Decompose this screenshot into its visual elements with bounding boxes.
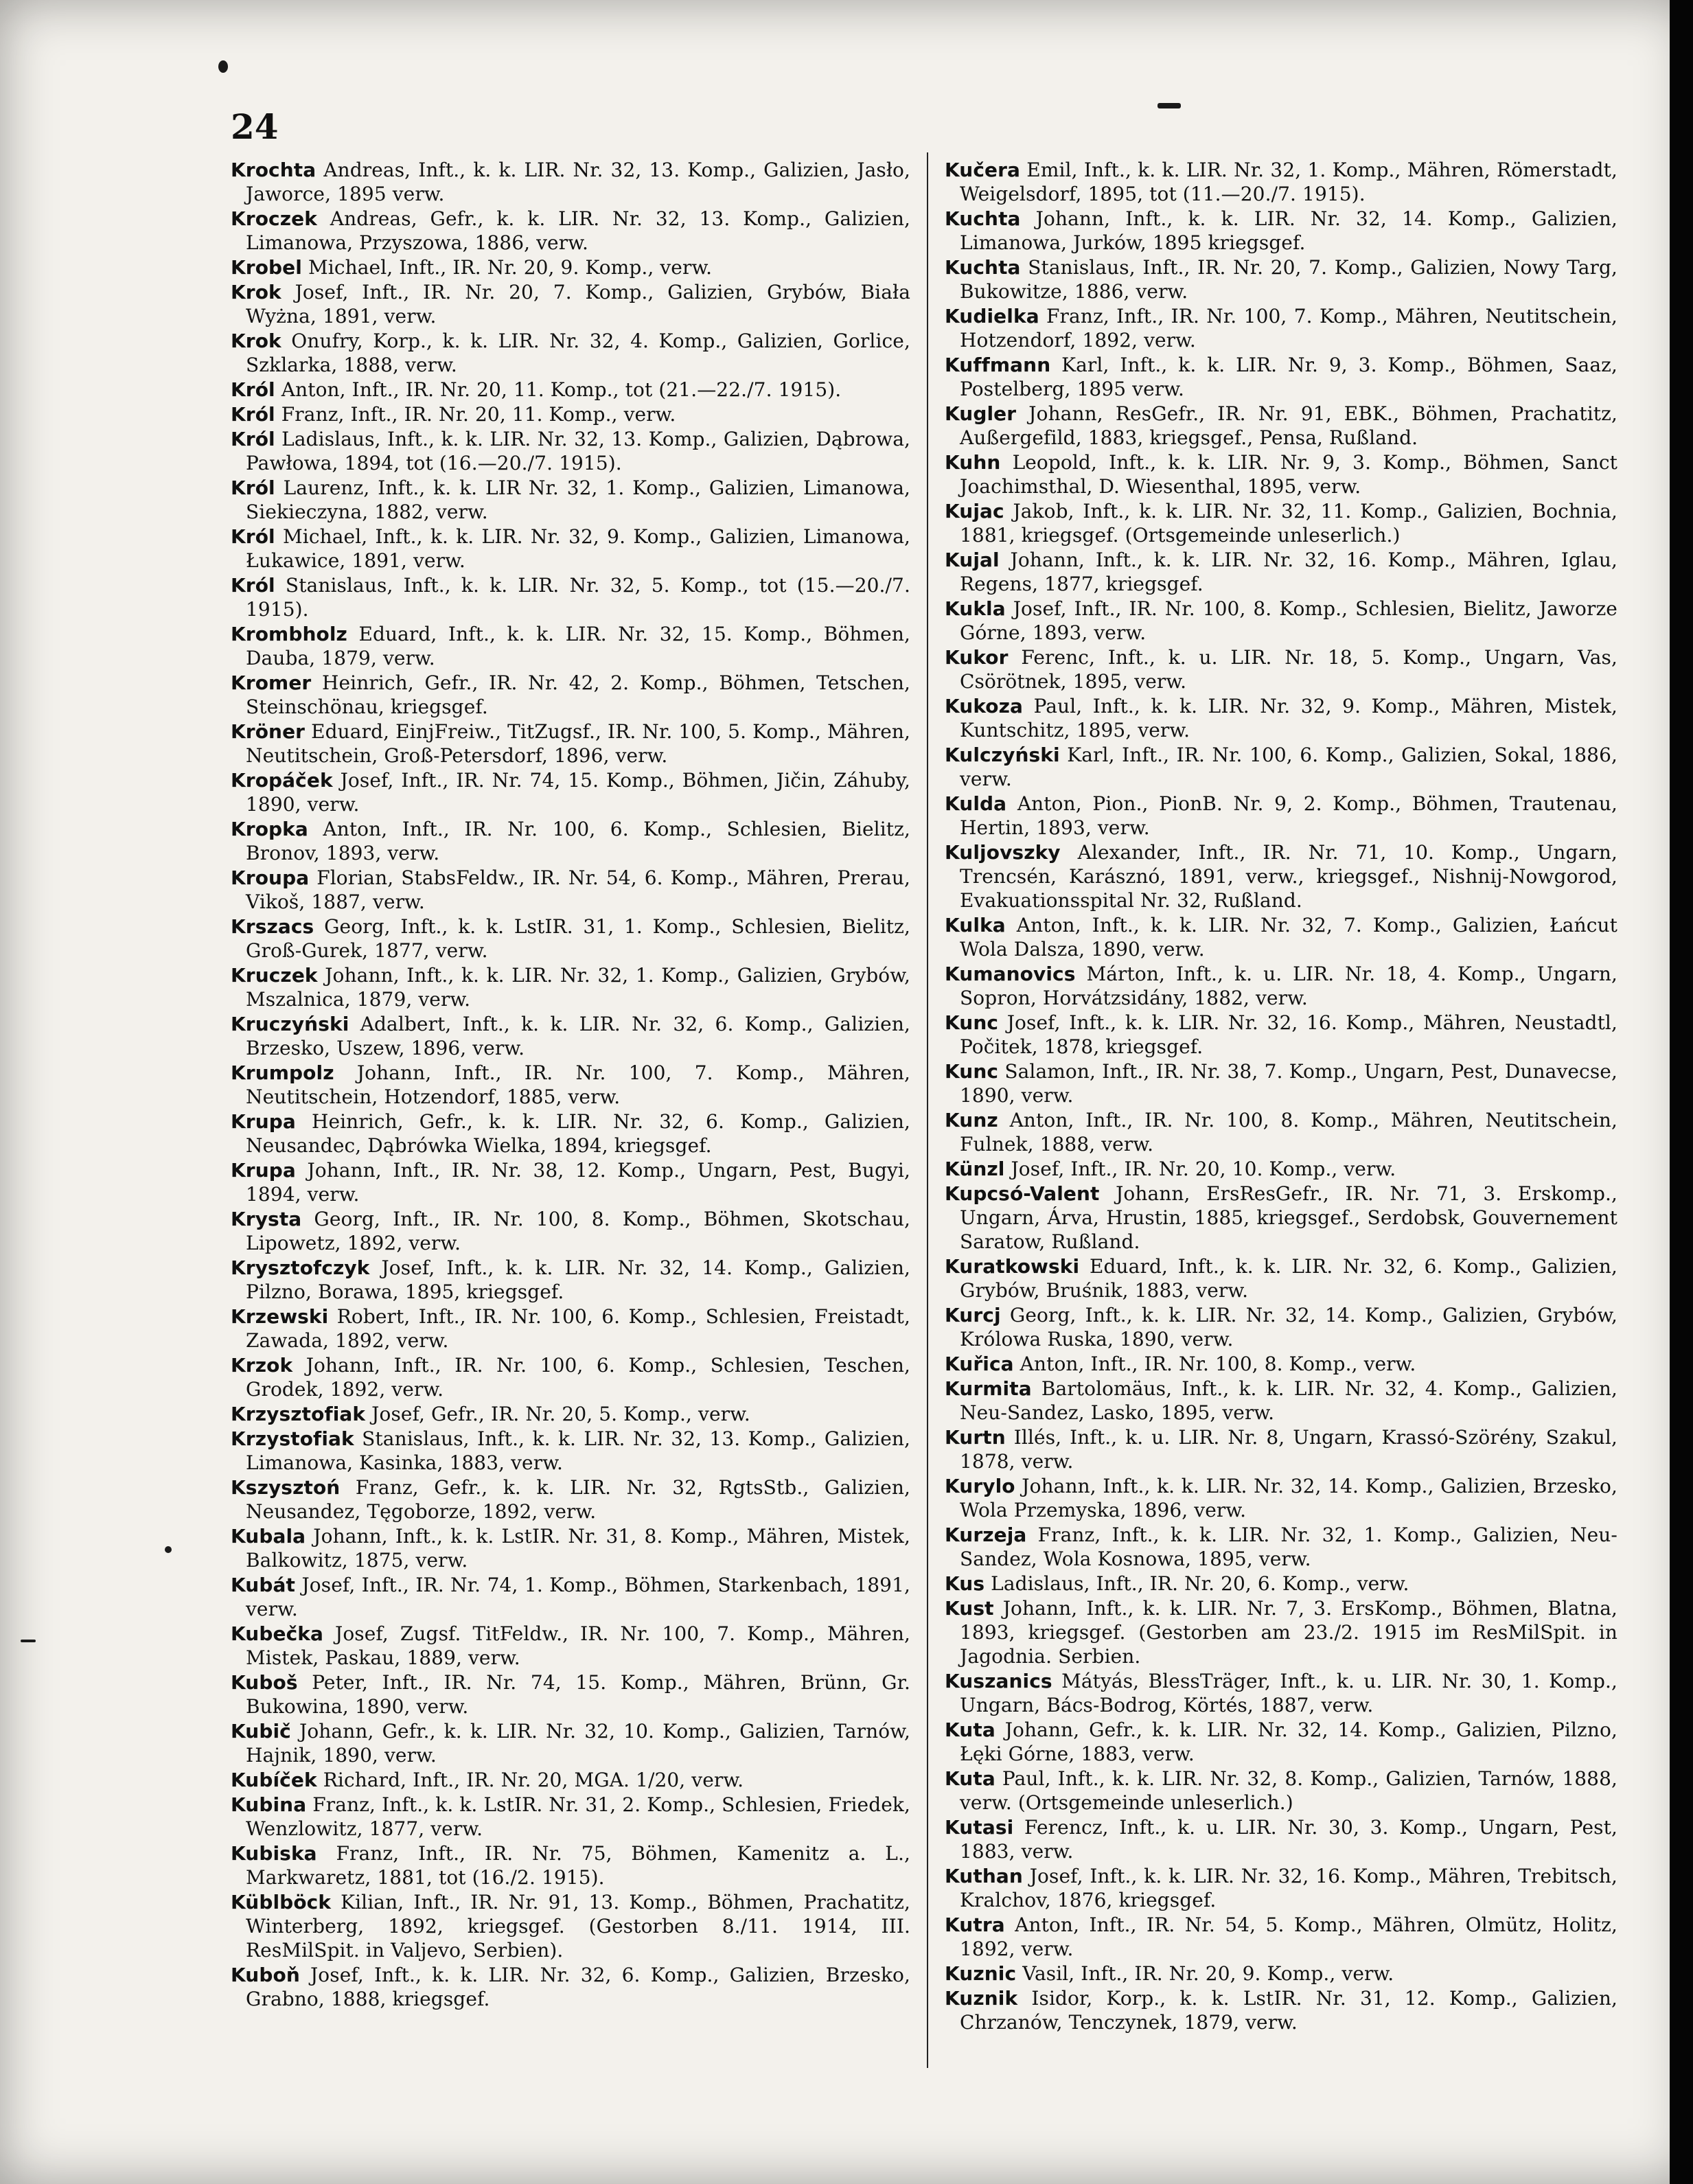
directory-entry	[231, 573, 910, 621]
directory-entry	[231, 402, 910, 426]
entry-surname: Król	[231, 574, 275, 597]
directory-entry	[945, 597, 1617, 645]
entry-surname: Krszacs	[231, 915, 314, 938]
directory-entry	[231, 817, 910, 865]
entry-details: Heinrich, Gefr., k. k. LIR. Nr. 32, 6. Komp., Galizien, Neusandec, Dąbrówka Wielka, 1894, kriegsgef.	[246, 1110, 910, 1157]
entry-surname: Król	[231, 378, 275, 401]
entry-details: Johann, Inft., k. k. LIR. Nr. 32, 16. Komp., Mähren, Iglau, Regens, 1877, kriegsgef.	[960, 549, 1617, 595]
directory-entry	[231, 1304, 910, 1353]
entry-surname: Kudielka	[945, 305, 1039, 327]
entry-details: Karl, Inft., k. k. LIR. Nr. 9, 3. Komp., Böhmen, Saaz, Postelberg, 1895 verw.	[960, 354, 1617, 400]
entry-surname: Kurzeja	[945, 1524, 1027, 1546]
entry-surname: Kurtn	[945, 1426, 1006, 1449]
directory-entry	[231, 622, 910, 670]
entry-details: Johann, ResGefr., IR. Nr. 91, EBK., Böhmen, Prachatitz, Außergefild, 1883, kriegsgef., Pensa, Rußland.	[960, 402, 1617, 449]
entry-surname: Kuznic	[945, 1962, 1017, 1985]
entry-details: Laurenz, Inft., k. k. LIR Nr. 32, 1. Komp., Galizien, Limanowa, Siekieczyna, 1882, verw.	[246, 476, 910, 523]
entry-details: Anton, Inft., IR. Nr. 100, 6. Komp., Schlesien, Bielitz, Bronov, 1893, verw.	[246, 818, 910, 864]
entry-details: Franz, Inft., IR. Nr. 100, 7. Komp., Mähren, Neutitschein, Hotzendorf, 1892, verw.	[960, 305, 1617, 352]
entry-details: Johann, Inft., k. k. LIR. Nr. 32, 14. Komp., Galizien, Brzesko, Wola Przemyska, 1896, verw.	[960, 1475, 1617, 1521]
entry-details: Josef, Gefr., IR. Nr. 20, 5. Komp., verw.	[371, 1403, 750, 1425]
entry-details: Márton, Inft., k. u. LIR. Nr. 18, 4. Komp., Ungarn, Sopron, Horvátzsidány, 1882, verw.	[960, 963, 1617, 1009]
entry-details: Leopold, Inft., k. k. LIR. Nr. 9, 3. Komp., Böhmen, Sanct Joachimsthal, D. Wiesenthal, 1895, verw.	[960, 451, 1617, 498]
entry-surname: Król	[231, 428, 275, 450]
entry-details: Kilian, Inft., IR. Nr. 91, 13. Komp., Böhmen, Prachatitz, Winterberg, 1892, kriegsgef. (Gestorben 8./11. 1914, III. ResMilSpit. in Valjevo, Serbien).	[246, 1891, 910, 1962]
directory-entry	[231, 1110, 910, 1158]
directory-entry	[231, 1207, 910, 1255]
entry-surname: Krombholz	[231, 623, 347, 645]
directory-entry	[945, 1011, 1617, 1059]
entry-surname: Krzewski	[231, 1305, 329, 1328]
directory-entry	[231, 720, 910, 768]
entry-details: Emil, Inft., k. k. LIR. Nr. 32, 1. Komp., Mähren, Römerstadt, Weigelsdorf, 1895, tot (11.—20./7. 1915).	[960, 159, 1617, 205]
entry-details: Ladislaus, Inft., IR. Nr. 20, 6. Komp., verw.	[991, 1572, 1409, 1595]
entry-surname: Kulda	[945, 792, 1007, 815]
speck-mark	[165, 1546, 172, 1553]
directory-entry	[231, 1427, 910, 1475]
directory-entry	[231, 768, 910, 816]
directory-entry	[231, 1841, 910, 1889]
directory-entry	[945, 1108, 1617, 1156]
directory-entry	[945, 1572, 1617, 1596]
entry-surname: Küblböck	[231, 1891, 332, 1913]
entry-details: Anton, Inft., IR. Nr. 54, 5. Komp., Mähren, Olmütz, Holitz, 1892, verw.	[960, 1913, 1617, 1960]
directory-entry	[945, 1962, 1617, 1986]
entry-surname: Kroupa	[231, 866, 310, 889]
entry-details: Karl, Inft., IR. Nr. 100, 6. Komp., Galizien, Sokal, 1886, verw.	[960, 744, 1617, 790]
entry-details: Heinrich, Gefr., IR. Nr. 42, 2. Komp., Böhmen, Tetschen, Steinschönau, kriegsgef.	[246, 671, 910, 718]
entry-surname: Kupcsó-Valent	[945, 1182, 1100, 1205]
entry-surname: Kubiska	[231, 1842, 317, 1865]
entry-details: Franz, Gefr., k. k. LIR. Nr. 32, RgtsStb., Galizien, Neusandez, Tęgoborze, 1892, verw.	[246, 1476, 910, 1523]
entry-surname: Krok	[231, 281, 281, 303]
entry-details: Eduard, EinjFreiw., TitZugsf., IR. Nr. 100, 5. Komp., Mähren, Neutitschein, Groß-Petersdorf, 1896, verw.	[246, 720, 910, 767]
entry-surname: Kus	[945, 1572, 985, 1595]
directory-entry	[231, 1622, 910, 1670]
directory-entry	[945, 1718, 1617, 1766]
entry-details: Michael, Inft., k. k. LIR. Nr. 32, 9. Komp., Galizien, Limanowa, Łukawice, 1891, verw.	[246, 525, 910, 572]
entry-details: Andreas, Inft., k. k. LIR. Nr. 32, 13. Komp., Galizien, Jasło, Jaworce, 1895 verw.	[246, 159, 910, 205]
entry-surname: Kujal	[945, 549, 1000, 571]
entry-details: Josef, Zugsf. TitFeldw., IR. Nr. 100, 7. Komp., Mähren, Mistek, Paskau, 1889, verw.	[246, 1622, 910, 1669]
entry-surname: Kutasi	[945, 1816, 1014, 1839]
directory-entry	[231, 1573, 910, 1621]
directory-entry	[945, 402, 1617, 450]
entry-surname: Kumanovics	[945, 963, 1076, 985]
directory-entry	[945, 1767, 1617, 1815]
directory-entry	[945, 207, 1617, 255]
directory-entry	[945, 645, 1617, 693]
entry-details: Robert, Inft., IR. Nr. 100, 6. Komp., Schlesien, Freistadt, Zawada, 1892, verw.	[246, 1305, 910, 1352]
entry-details: Johann, Gefr., k. k. LIR. Nr. 32, 14. Komp., Galizien, Pilzno, Łęki Górne, 1883, verw.	[960, 1719, 1617, 1765]
directory-entry	[231, 329, 910, 377]
directory-entry	[945, 1254, 1617, 1302]
entry-details: Franz, Inft., IR. Nr. 75, Böhmen, Kamenitz a. L., Markwaretz, 1881, tot (16./2. 1915).	[246, 1842, 910, 1889]
left-column	[231, 158, 910, 2012]
entry-details: Josef, Inft., IR. Nr. 74, 15. Komp., Böhmen, Jičin, Záhuby, 1890, verw.	[246, 769, 910, 816]
speck-mark	[1158, 103, 1181, 108]
entry-surname: Kropka	[231, 818, 308, 840]
entry-details: Johann, Gefr., k. k. LIR. Nr. 32, 10. Komp., Galizien, Tarnów, Hajnik, 1890, verw.	[246, 1720, 910, 1767]
entry-surname: Kuboš	[231, 1671, 298, 1694]
page-number: 24	[231, 106, 279, 147]
entry-details: Jakob, Inft., k. k. LIR. Nr. 32, 11. Komp., Galizien, Bochnia, 1881, kriegsgef. (Ortsgemeinde unleserlich.)	[960, 500, 1617, 547]
entry-details: Stanislaus, Inft., k. k. LIR. Nr. 32, 5. Komp., tot (15.—20./7. 1915).	[246, 574, 910, 621]
directory-entry	[231, 1012, 910, 1060]
directory-entry	[231, 866, 910, 914]
entry-details: Stanislaus, Inft., IR. Nr. 20, 7. Komp., Galizien, Nowy Targ, Bukowitze, 1886, verw.	[960, 256, 1617, 303]
directory-entry	[231, 207, 910, 255]
entry-surname: Künzl	[945, 1158, 1005, 1180]
directory-entry	[945, 353, 1617, 401]
entry-details: Josef, Inft., k. k. LIR. Nr. 32, 6. Komp., Galizien, Brzesko, Grabno, 1888, kriegsgef.	[246, 1964, 910, 2010]
entry-surname: Krupa	[231, 1110, 296, 1133]
directory-entry	[945, 1864, 1617, 1912]
directory-entry	[945, 743, 1617, 791]
entry-surname: Kszysztoń	[231, 1476, 341, 1499]
entry-details: Ferenc, Inft., k. u. LIR. Nr. 18, 5. Komp., Ungarn, Vas, Csörötnek, 1895, verw.	[960, 646, 1617, 693]
entry-details: Ferencz, Inft., k. u. LIR. Nr. 30, 3. Komp., Ungarn, Pest, 1883, verw.	[960, 1816, 1617, 1863]
entry-surname: Kulczyński	[945, 744, 1060, 766]
directory-entry	[945, 1377, 1617, 1425]
entry-details: Franz, Inft., k. k. LIR. Nr. 32, 1. Komp., Galizien, Neu-Sandez, Wola Kosnowa, 1895, verw.	[960, 1524, 1617, 1570]
directory-entry	[231, 1719, 910, 1767]
entry-surname: Kunz	[945, 1109, 998, 1131]
entry-details: Illés, Inft., k. u. LIR. Nr. 8, Ungarn, Krassó-Szörény, Szakul, 1878, verw.	[960, 1426, 1617, 1473]
entry-details: Franz, Inft., k. k. LstIR. Nr. 31, 2. Komp., Schlesien, Friedek, Wenzlowitz, 1877, verw.	[246, 1793, 910, 1840]
column-divider	[927, 152, 928, 2068]
entry-surname: Krysztofczyk	[231, 1256, 370, 1279]
entry-surname: Kulka	[945, 914, 1006, 936]
entry-surname: Kurcj	[945, 1304, 1001, 1326]
entry-surname: Kuta	[945, 1719, 995, 1741]
entry-surname: Kröner	[231, 720, 306, 743]
entry-details: Johann, Inft., k. k. LstIR. Nr. 31, 8. Komp., Mähren, Mistek, Balkowitz, 1875, verw.	[246, 1525, 910, 1572]
entry-surname: Kurmita	[945, 1377, 1032, 1400]
entry-surname: Krzystofiak	[231, 1427, 354, 1450]
entry-details: Georg, Inft., IR. Nr. 100, 8. Komp., Böhmen, Skotschau, Lipowetz, 1892, verw.	[246, 1208, 910, 1254]
entry-surname: Kubina	[231, 1793, 307, 1816]
entry-surname: Kromer	[231, 671, 312, 694]
entry-surname: Krok	[231, 330, 281, 352]
entry-surname: Krochta	[231, 159, 316, 181]
directory-entry	[231, 1768, 910, 1792]
directory-entry	[945, 450, 1617, 498]
directory-entry	[945, 1303, 1617, 1351]
directory-entry	[945, 304, 1617, 352]
directory-entry	[945, 1596, 1617, 1668]
entry-surname: Kugler	[945, 402, 1017, 425]
entry-details: Anton, Inft., k. k. LIR. Nr. 32, 7. Komp., Galizien, Łańcut Wola Dalsza, 1890, verw.	[960, 914, 1617, 961]
entry-details: Anton, Inft., IR. Nr. 100, 8. Komp., Mähren, Neutitschein, Fulnek, 1888, verw.	[960, 1109, 1617, 1156]
entry-surname: Kuchta	[945, 256, 1021, 279]
entry-details: Onufry, Korp., k. k. LIR. Nr. 32, 4. Komp., Galizien, Gorlice, Szklarka, 1888, verw.	[246, 330, 910, 376]
directory-entry	[945, 1474, 1617, 1522]
directory-entry	[945, 1669, 1617, 1717]
entry-surname: Kukoza	[945, 695, 1024, 717]
entry-surname: Krupa	[231, 1159, 296, 1182]
entry-surname: Kroczek	[231, 207, 317, 230]
entry-details: Alexander, Inft., IR. Nr. 71, 10. Komp., Ungarn, Trencsén, Karásznó, 1891, verw., kriegsgef., Nishnij-Nowgorod, Evakuationsspital Nr. 32, Rußland.	[960, 841, 1617, 912]
entry-details: Anton, Inft., IR. Nr. 20, 11. Komp., tot (21.—22./7. 1915).	[281, 378, 842, 401]
directory-entry	[231, 1061, 910, 1109]
entry-surname: Kubala	[231, 1525, 306, 1548]
entry-surname: Kukor	[945, 646, 1009, 669]
entry-details: Florian, StabsFeldw., IR. Nr. 54, 6. Komp., Mähren, Prerau, Vikoš, 1887, verw.	[246, 866, 910, 913]
directory-entry	[231, 427, 910, 475]
entry-details: Johann, Inft., k. k. LIR. Nr. 32, 14. Komp., Galizien, Limanowa, Jurków, 1895 kriegsgef.	[960, 207, 1617, 254]
directory-entry	[231, 378, 910, 402]
entry-surname: Kuboň	[231, 1964, 300, 1986]
entry-details: Vasil, Inft., IR. Nr. 20, 9. Komp., verw.	[1022, 1962, 1394, 1985]
entry-details: Franz, Inft., IR. Nr. 20, 11. Komp., verw.	[281, 403, 676, 426]
directory-entry	[231, 1353, 910, 1401]
directory-entry	[945, 792, 1617, 840]
entry-surname: Kubič	[231, 1720, 291, 1743]
directory-entry	[231, 280, 910, 328]
directory-entry	[945, 1425, 1617, 1473]
entry-details: Johann, Inft., IR. Nr. 100, 7. Komp., Mähren, Neutitschein, Hotzendorf, 1885, verw.	[246, 1061, 910, 1108]
entry-details: Johann, ErsResGefr., IR. Nr. 71, 3. Erskomp., Ungarn, Árva, Hrustin, 1885, kriegsgef., Serdobsk, Gouvernement Saratow, Rußland.	[960, 1182, 1617, 1253]
entry-details: Peter, Inft., IR. Nr. 74, 15. Komp., Mähren, Brünn, Gr. Bukowina, 1890, verw.	[246, 1671, 910, 1718]
entry-details: Michael, Inft., IR. Nr. 20, 9. Komp., verw.	[308, 256, 713, 279]
directory-entry	[231, 525, 910, 573]
entry-details: Isidor, Korp., k. k. LstIR. Nr. 31, 12. Komp., Galizien, Chrzanów, Tenczynek, 1879, verw.	[960, 1987, 1617, 2034]
directory-entry	[945, 1352, 1617, 1376]
entry-surname: Kuřica	[945, 1353, 1014, 1375]
entry-details: Andreas, Gefr., k. k. LIR. Nr. 32, 13. Komp., Galizien, Limanowa, Przyszowa, 1886, verw.	[246, 207, 910, 254]
directory-entry	[231, 1890, 910, 1962]
entry-details: Paul, Inft., k. k. LIR. Nr. 32, 8. Komp., Galizien, Tarnów, 1888, verw. (Ortsgemeinde unleserlich.)	[960, 1767, 1617, 1814]
entry-surname: Kuszanics	[945, 1670, 1052, 1692]
entry-surname: Kuchta	[945, 207, 1021, 230]
entry-surname: Kubíček	[231, 1769, 317, 1791]
directory-entry	[945, 1986, 1617, 2034]
entry-surname: Kurylo	[945, 1475, 1015, 1497]
entry-surname: Kropáček	[231, 769, 333, 792]
entry-details: Richard, Inft., IR. Nr. 20, MGA. 1/20, verw.	[323, 1769, 744, 1791]
directory-entry	[945, 1523, 1617, 1571]
directory-entry	[231, 1670, 910, 1719]
directory-entry	[945, 548, 1617, 596]
directory-entry	[231, 1402, 910, 1426]
entry-surname: Kruczyński	[231, 1013, 349, 1035]
directory-entry	[231, 915, 910, 963]
directory-entry	[231, 1158, 910, 1206]
entry-details: Stanislaus, Inft., k. k. LIR. Nr. 32, 13. Komp., Galizien, Limanowa, Kasinka, 1883, verw.	[246, 1427, 910, 1474]
right-column	[945, 158, 1617, 2035]
entry-details: Josef, Inft., k. k. LIR. Nr. 32, 16. Komp., Mähren, Neustadtl, Počitek, 1878, kriegsgef.	[960, 1011, 1617, 1058]
entry-details: Mátyás, BlessTräger, Inft., k. u. LIR. Nr. 30, 1. Komp., Ungarn, Bács-Bodrog, Körtés, 1887, verw.	[960, 1670, 1617, 1716]
entry-surname: Kuljovszky	[945, 841, 1061, 864]
entry-details: Eduard, Inft., k. k. LIR. Nr. 32, 6. Komp., Galizien, Grybów, Bruśnik, 1883, verw.	[960, 1255, 1617, 1302]
entry-details: Salamon, Inft., IR. Nr. 38, 7. Komp., Ungarn, Pest, Dunavecse, 1890, verw.	[960, 1060, 1617, 1107]
directory-entry	[945, 1059, 1617, 1107]
directory-entry	[945, 694, 1617, 742]
directory-entry	[945, 1182, 1617, 1254]
entry-details: Georg, Inft., k. k. LstIR. 31, 1. Komp., Schlesien, Bielitz, Groß-Gurek, 1877, verw.	[246, 915, 910, 962]
entry-details: Johann, Inft., k. k. LIR. Nr. 32, 1. Komp., Galizien, Grybów, Mszalnica, 1879, verw.	[246, 964, 910, 1011]
entry-details: Josef, Inft., k. k. LIR. Nr. 32, 14. Komp., Galizien, Pilzno, Borawa, 1895, kriegsgef.	[246, 1256, 910, 1303]
directory-entry	[231, 963, 910, 1011]
directory-entry	[231, 255, 910, 279]
entry-surname: Kutra	[945, 1913, 1005, 1936]
entry-surname: Kujac	[945, 500, 1004, 522]
entry-surname: Krumpolz	[231, 1061, 334, 1084]
directory-entry	[231, 1793, 910, 1841]
entry-details: Josef, Inft., k. k. LIR. Nr. 32, 16. Komp., Mähren, Trebitsch, Kralchov, 1876, kriegsgef.	[960, 1865, 1617, 1911]
entry-surname: Kunc	[945, 1011, 999, 1034]
directory-entry	[945, 499, 1617, 547]
entry-surname: Krzysztofiak	[231, 1403, 366, 1425]
entry-details: Bartolomäus, Inft., k. k. LIR. Nr. 32, 4. Komp., Galizien, Neu-Sandez, Lasko, 1895, verw.	[960, 1377, 1617, 1424]
scan-border	[1670, 0, 1693, 2184]
entry-details: Josef, Inft., IR. Nr. 74, 1. Komp., Böhmen, Starkenbach, 1891, verw.	[246, 1574, 910, 1620]
entry-details: Adalbert, Inft., k. k. LIR. Nr. 32, 6. Komp., Galizien, Brzesko, Uszew, 1896, verw.	[246, 1013, 910, 1059]
entry-surname: Kuta	[945, 1767, 995, 1790]
entry-details: Anton, Pion., PionB. Nr. 9, 2. Komp., Böhmen, Trautenau, Hertin, 1893, verw.	[960, 792, 1617, 839]
directory-entry	[231, 1475, 910, 1524]
directory-entry	[231, 158, 910, 206]
directory-entry	[945, 962, 1617, 1010]
directory-entry	[945, 255, 1617, 303]
entry-surname: Król	[231, 525, 275, 548]
entry-details: Josef, Inft., IR. Nr. 20, 10. Komp., verw.	[1011, 1158, 1396, 1180]
directory-entry	[945, 158, 1617, 206]
directory-entry	[945, 1157, 1617, 1181]
entry-surname: Kubečka	[231, 1622, 323, 1645]
entry-surname: Krysta	[231, 1208, 302, 1230]
directory-entry	[231, 1256, 910, 1304]
speck-mark	[218, 60, 228, 73]
entry-details: Ladislaus, Inft., k. k. LIR. Nr. 32, 13. Komp., Galizien, Dąbrowa, Pawłowa, 1894, tot (16.—20./7. 1915).	[246, 428, 910, 474]
directory-entry	[231, 671, 910, 719]
directory-entry	[231, 1524, 910, 1572]
entry-details: Johann, Inft., IR. Nr. 100, 6. Komp., Schlesien, Teschen, Grodek, 1892, verw.	[246, 1354, 910, 1401]
entry-details: Paul, Inft., k. k. LIR. Nr. 32, 9. Komp., Mähren, Mistek, Kuntschitz, 1895, verw.	[960, 695, 1617, 742]
entry-details: Anton, Inft., IR. Nr. 100, 8. Komp., verw.	[1020, 1353, 1416, 1375]
entry-surname: Kuffmann	[945, 354, 1051, 376]
entry-surname: Kust	[945, 1597, 994, 1620]
entry-surname: Kunc	[945, 1060, 999, 1083]
directory-entry	[945, 840, 1617, 912]
entry-surname: Kruczek	[231, 964, 318, 987]
entry-surname: Kučera	[945, 159, 1021, 181]
speck-mark	[21, 1640, 36, 1642]
entry-surname: Kukla	[945, 597, 1006, 620]
entry-surname: Krzok	[231, 1354, 293, 1377]
entry-details: Johann, Inft., IR. Nr. 38, 12. Komp., Ungarn, Pest, Bugyi, 1894, verw.	[246, 1159, 910, 1206]
entry-surname: Kuratkowski	[945, 1255, 1080, 1278]
entry-details: Josef, Inft., IR. Nr. 100, 8. Komp., Schlesien, Bielitz, Jaworze Górne, 1893, verw.	[960, 597, 1617, 644]
entry-details: Johann, Inft., k. k. LIR. Nr. 7, 3. ErsKomp., Böhmen, Blatna, 1893, kriegsgef. (Gestorben am 23./2. 1915 im ResMilSpit. in Jagodnia. Serbien.	[960, 1597, 1617, 1668]
directory-entry	[945, 1913, 1617, 1961]
entry-details: Georg, Inft., k. k. LIR. Nr. 32, 14. Komp., Galizien, Grybów, Królowa Ruska, 1890, verw.	[960, 1304, 1617, 1350]
entry-surname: Kuthan	[945, 1865, 1023, 1887]
entry-surname: Król	[231, 476, 275, 499]
entry-surname: Kuhn	[945, 451, 1001, 474]
directory-entry	[231, 1963, 910, 2011]
entry-surname: Kuznik	[945, 1987, 1018, 2010]
directory-entry	[945, 1815, 1617, 1863]
entry-details: Eduard, Inft., k. k. LIR. Nr. 32, 15. Komp., Böhmen, Dauba, 1879, verw.	[246, 623, 910, 669]
entry-surname: Krobel	[231, 256, 302, 279]
entry-surname: Król	[231, 403, 275, 426]
entry-details: Josef, Inft., IR. Nr. 20, 7. Komp., Galizien, Grybów, Biała Wyżna, 1891, verw.	[246, 281, 910, 327]
directory-entry	[945, 913, 1617, 961]
directory-entry	[231, 476, 910, 524]
entry-surname: Kubát	[231, 1574, 295, 1596]
